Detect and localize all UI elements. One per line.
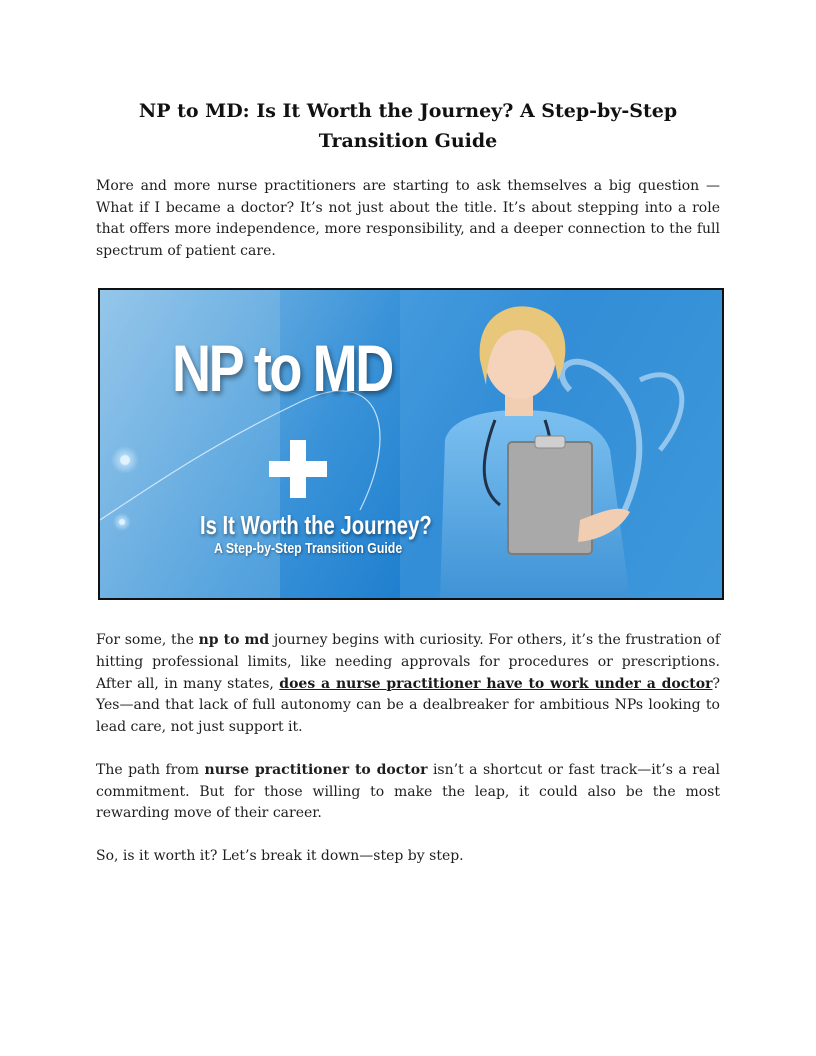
p2-text-start: The path from <box>96 761 205 778</box>
hero-title: NP to MD <box>172 331 392 406</box>
article-title: NP to MD: Is It Worth the Journey? A Step-by-Step Transition Guide <box>138 100 678 152</box>
body-paragraph-1 <box>96 630 720 738</box>
p1-text-middle: journey begins with curiosity. For others, it’s the frustration of hitting professional limits, like needing approvals for procedures or prescriptions. After all, in many states, <box>96 632 720 692</box>
p2-text-end: isn’t a shortcut or fast track—it’s a real commitment. But for those willing to make the leap, it could also be the most rewarding move of their career. <box>96 761 720 822</box>
body-paragraph-2 <box>96 760 720 825</box>
hero-banner-image <box>98 288 724 600</box>
intro-paragraph: More and more nurse practitioners are starting to ask themselves a big question — What if I became a doctor? It’s not just about the title. It’s about stepping into a role that offers more independence, more responsibility, and a deeper connection to the full spectrum of patient care. <box>96 178 720 259</box>
p1-text-end: ? Yes—and that lack of full autonomy can be a dealbreaker for ambitious NPs looking to lead care, not just support it. <box>96 675 720 735</box>
keyword-np-to-md: np to md <box>198 632 270 649</box>
hero-tagline: A Step-by-Step Transition Guide <box>214 540 403 558</box>
p1-text-start: For some, the <box>96 632 199 649</box>
hero-subtitle: Is It Worth the Journey? <box>200 510 432 541</box>
document-page <box>96 96 720 868</box>
link-np-work-under-doctor[interactable]: does a nurse practitioner have to work under a doctor <box>279 675 713 692</box>
body-paragraph-3: So, is it worth it? Let’s break it down—step by step. <box>96 848 464 865</box>
keyword-np-to-doctor: nurse practitioner to doctor <box>204 761 428 778</box>
